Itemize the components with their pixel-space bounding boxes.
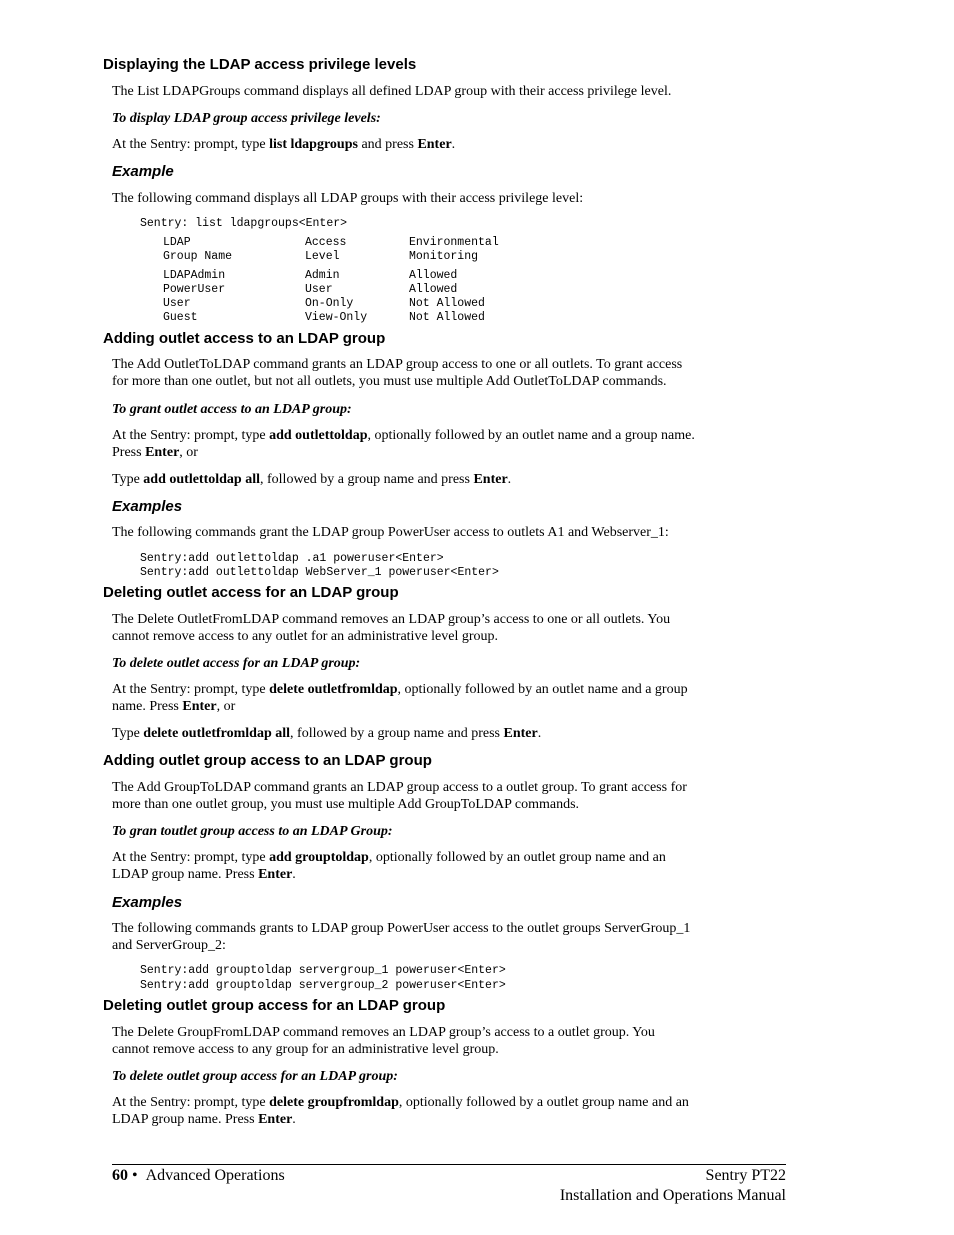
footer-section: Advanced Operations bbox=[145, 1167, 285, 1184]
table-cell: PowerUser bbox=[163, 283, 226, 296]
paragraph: LDAP group name. Press Enter. bbox=[112, 867, 296, 882]
heading-add-group: Adding outlet group access to an LDAP group bbox=[103, 752, 432, 769]
paragraph: The following commands grant the LDAP group PowerUser access to outlets A1 and Webserver_1: bbox=[112, 525, 669, 540]
paragraph: Press Enter, or bbox=[112, 445, 198, 460]
heading-delete-outlet: Deleting outlet access for an LDAP group bbox=[103, 584, 399, 601]
table-cell: LDAPAdmin bbox=[163, 269, 226, 282]
paragraph: Type add outlettoldap all, followed by a group name and press Enter. bbox=[112, 472, 512, 487]
table-header-cell: Environmental bbox=[409, 236, 499, 249]
paragraph: Type delete outletfromldap all, followed by a group name and press Enter. bbox=[112, 726, 542, 741]
table-cell: Allowed bbox=[409, 283, 458, 296]
paragraph: LDAP group name. Press Enter. bbox=[112, 1112, 296, 1127]
procedure-heading: To display LDAP group access privilege levels: bbox=[112, 111, 381, 126]
examples-heading: Examples bbox=[112, 498, 183, 515]
heading-display-ldap: Displaying the LDAP access privilege levels bbox=[103, 56, 417, 73]
procedure-heading: To delete outlet access for an LDAP group: bbox=[112, 656, 361, 671]
paragraph: The Delete OutletFromLDAP command removes an LDAP group’s access to one or all outlets. You bbox=[112, 612, 671, 627]
procedure-heading: To gran toutlet group access to an LDAP Group: bbox=[112, 824, 393, 839]
procedure-heading: To delete outlet group access for an LDAP group: bbox=[112, 1069, 398, 1084]
footer-product: Sentry PT22 bbox=[705, 1167, 786, 1184]
paragraph: The following commands grants to LDAP group PowerUser access to the outlet groups ServerGroup_1 bbox=[112, 921, 691, 936]
table-cell: Admin bbox=[305, 269, 340, 282]
paragraph: for more than one outlet, but not all outlets, you must use multiple Add OutletToLDAP commands. bbox=[112, 374, 667, 389]
example-heading: Example bbox=[112, 163, 174, 180]
paragraph: more than one outlet group, you must use multiple Add GroupToLDAP commands. bbox=[112, 797, 580, 812]
paragraph: The Add OutletToLDAP command grants an LDAP group access to one or all outlets. To grant access bbox=[112, 357, 683, 372]
table-header-cell: Group Name bbox=[163, 250, 233, 263]
paragraph: and ServerGroup_2: bbox=[112, 938, 226, 953]
page-number: 60 bbox=[112, 1167, 128, 1184]
paragraph: At the Sentry: prompt, type add outlettoldap, optionally followed by an outlet name and a group name. bbox=[112, 428, 695, 443]
paragraph: The Add GroupToLDAP command grants an LDAP group access to a outlet group. To grant access for bbox=[112, 780, 687, 795]
heading-delete-group: Deleting outlet group access for an LDAP group bbox=[103, 997, 446, 1014]
paragraph: At the Sentry: prompt, type delete outletfromldap, optionally followed by an outlet name and a group bbox=[112, 682, 688, 697]
code-line: Sentry: list ldapgroups<Enter> bbox=[140, 217, 348, 230]
examples-heading: Examples bbox=[112, 894, 183, 911]
table-header-cell: Monitoring bbox=[409, 250, 479, 263]
footer-left bbox=[112, 1167, 285, 1185]
paragraph: The following command displays all LDAP groups with their access privilege level: bbox=[112, 191, 584, 206]
footer-rule bbox=[112, 1164, 786, 1165]
procedure-heading: To grant outlet access to an LDAP group: bbox=[112, 402, 352, 417]
table-cell: On-Only bbox=[305, 297, 354, 310]
code-line: Sentry:add grouptoldap servergroup_1 poweruser<Enter> bbox=[140, 964, 506, 977]
code-line: Sentry:add outlettoldap .a1 poweruser<Enter> bbox=[140, 552, 444, 565]
paragraph: The List LDAPGroups command displays all defined LDAP group with their access privilege level. bbox=[112, 84, 672, 99]
table-cell: Not Allowed bbox=[409, 311, 485, 324]
table-cell: View-Only bbox=[305, 311, 368, 324]
table-header-cell: Level bbox=[305, 250, 340, 263]
table-cell: Allowed bbox=[409, 269, 458, 282]
table-header-cell: Access bbox=[305, 236, 347, 249]
paragraph: cannot remove access to any group for an administrative level group. bbox=[112, 1042, 499, 1057]
paragraph: At the Sentry: prompt, type add grouptoldap, optionally followed by an outlet group name and an bbox=[112, 850, 666, 865]
code-line: Sentry:add outlettoldap WebServer_1 poweruser<Enter> bbox=[140, 566, 499, 579]
footer-manual-title: Installation and Operations Manual bbox=[559, 1187, 786, 1204]
heading-add-outlet: Adding outlet access to an LDAP group bbox=[103, 330, 386, 347]
footer-bullet: • bbox=[132, 1167, 138, 1184]
paragraph: At the Sentry: prompt, type list ldapgroups and press Enter. bbox=[112, 137, 456, 152]
table-cell: Guest bbox=[163, 311, 198, 324]
table-header-cell: LDAP bbox=[163, 236, 191, 249]
paragraph: cannot remove access to any outlet for an administrative level group. bbox=[112, 629, 499, 644]
table-cell: User bbox=[163, 297, 191, 310]
table-cell: User bbox=[305, 283, 333, 296]
paragraph: At the Sentry: prompt, type delete groupfromldap, optionally followed by a outlet group name and an bbox=[112, 1095, 689, 1110]
code-line: Sentry:add grouptoldap servergroup_2 poweruser<Enter> bbox=[140, 979, 506, 992]
paragraph: name. Press Enter, or bbox=[112, 699, 236, 714]
paragraph: The Delete GroupFromLDAP command removes an LDAP group’s access to a outlet group. You bbox=[112, 1025, 655, 1040]
table-cell: Not Allowed bbox=[409, 297, 485, 310]
